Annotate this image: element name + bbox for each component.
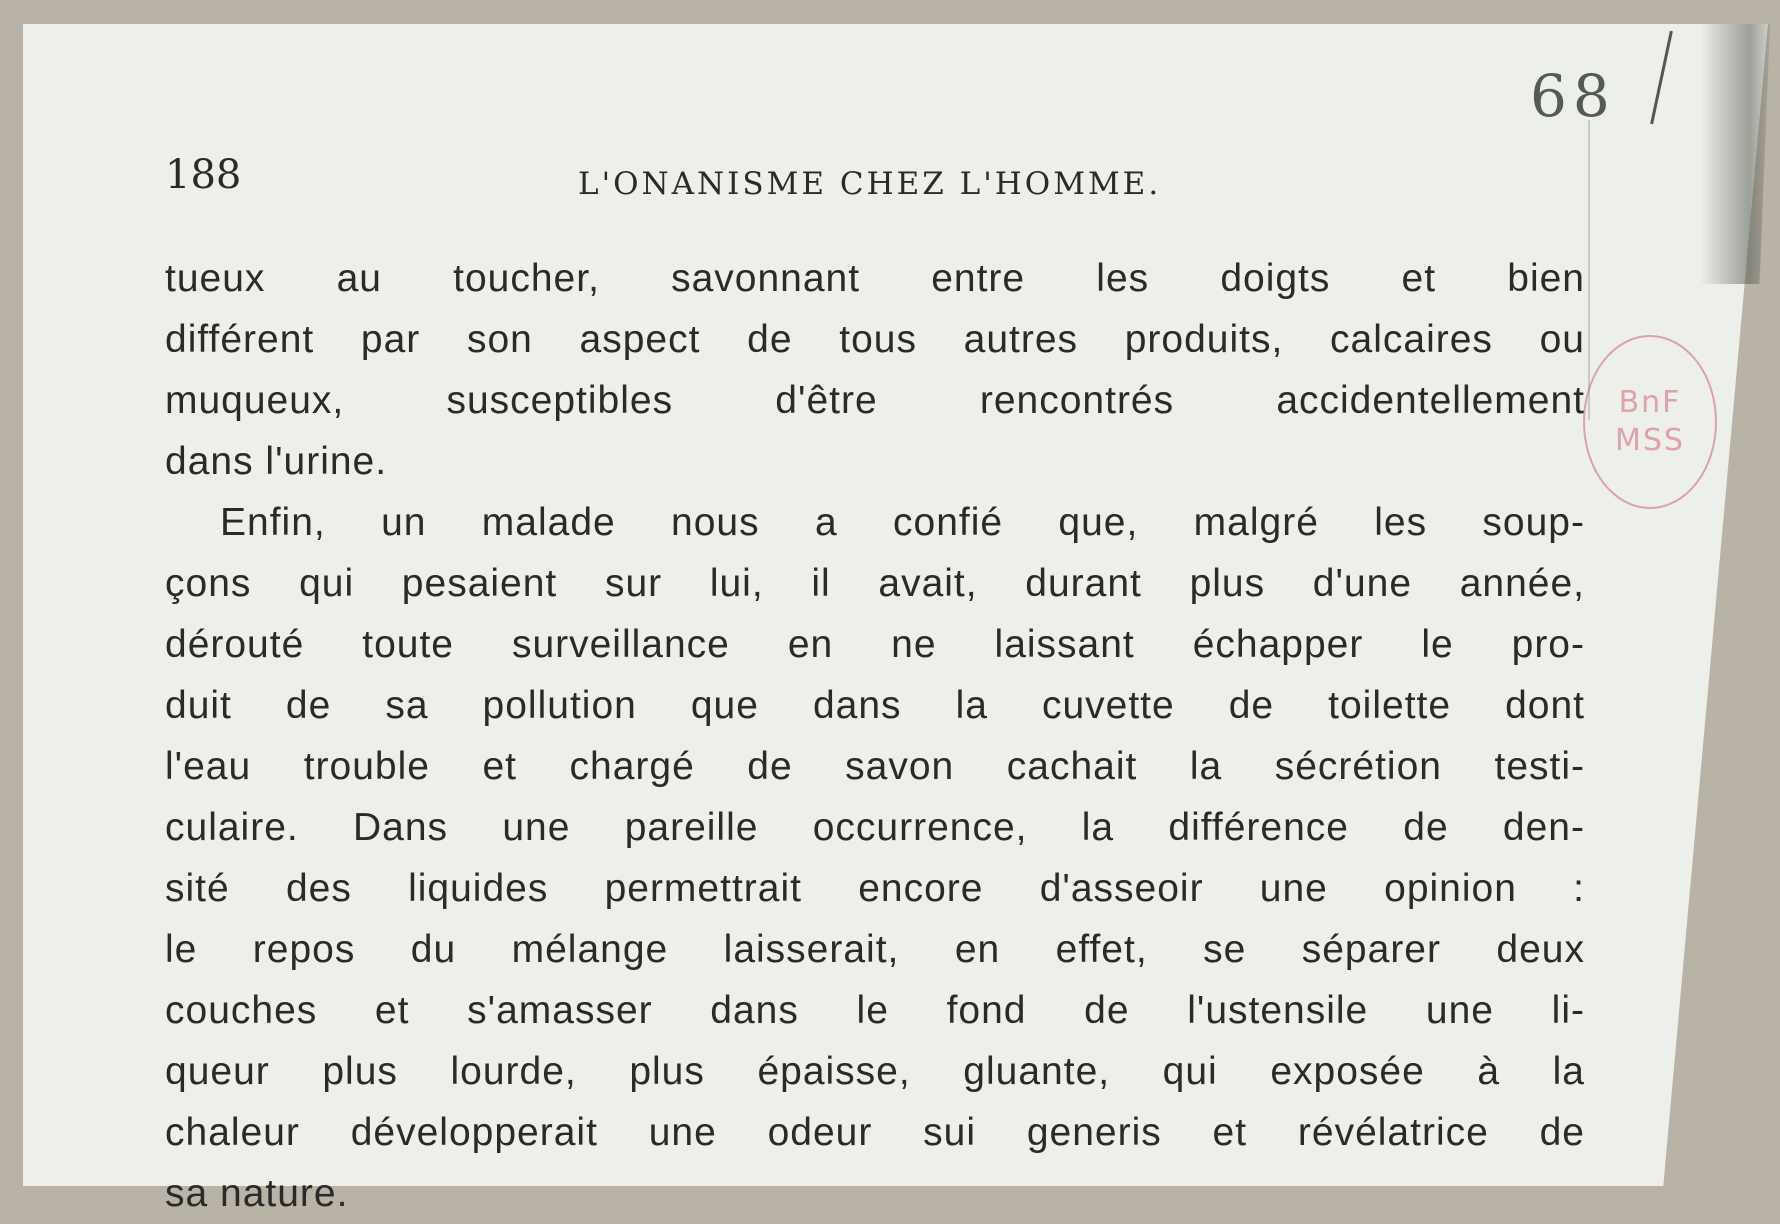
text-line: çons qui pesaient sur lui, il avait, durant plus d'une année, xyxy=(165,562,1585,605)
text-line: muqueux, susceptibles d'être rencontrés accidentellement xyxy=(165,379,1585,422)
page-number: 188 xyxy=(165,152,242,198)
text-line: tueux au toucher, savonnant entre les doigts et bien xyxy=(165,257,1585,300)
stamp-line-2: MSS xyxy=(1615,423,1685,458)
text-line: queur plus lourde, plus épaisse, gluante, qui exposée à la xyxy=(165,1050,1585,1093)
stamp-line-1: BnF xyxy=(1618,385,1682,420)
fold-line xyxy=(1588,120,1590,420)
text-line: différent par son aspect de tous autres produits, calcaires ou xyxy=(165,318,1585,361)
text-line: sa nature. xyxy=(165,1172,349,1215)
text-line: l'eau trouble et chargé de savon cachait la sécrétion testi- xyxy=(165,745,1585,788)
text-line: couches et s'amasser dans le fond de l'ustensile une li- xyxy=(165,989,1585,1032)
text-line: sité des liquides permettrait encore d'asseoir une opinion : xyxy=(165,867,1585,910)
text-line: dans l'urine. xyxy=(165,440,388,483)
text-line: Enfin, un malade nous a confié que, malgré les soup- xyxy=(220,501,1585,544)
body-text xyxy=(165,248,1585,1224)
ink-smudge xyxy=(1700,24,1770,284)
text-line: duit de sa pollution que dans la cuvette de toilette dont xyxy=(165,684,1585,727)
running-title: L'ONANISME CHEZ L'HOMME. xyxy=(578,166,1162,202)
text-line: culaire. Dans une pareille occurrence, la différence de den- xyxy=(165,806,1585,849)
text-line: dérouté toute surveillance en ne laissant échapper le pro- xyxy=(165,623,1585,666)
folio-number: 68 xyxy=(1530,62,1616,130)
text-line: chaleur développerait une odeur sui generis et révélatrice de xyxy=(165,1111,1585,1154)
library-stamp xyxy=(1583,335,1717,509)
text-line: le repos du mélange laisserait, en effet, se séparer deux xyxy=(165,928,1585,971)
